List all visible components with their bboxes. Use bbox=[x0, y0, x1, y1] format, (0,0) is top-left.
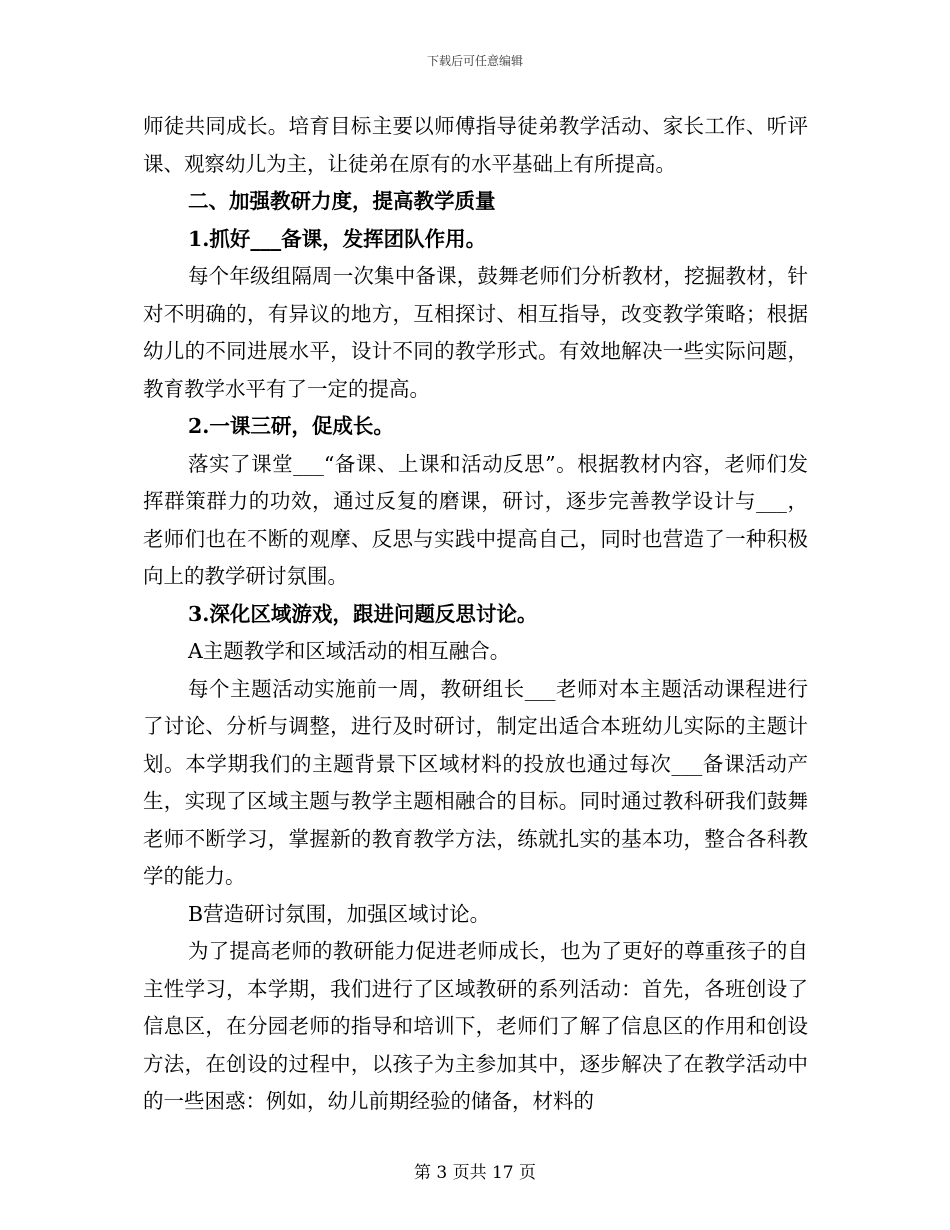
paragraph: 每个年级组隔周一次集中备课，鼓舞老师们分析教材，挖掘教材，针对不明确的，有异议的地方，互相探讨、相互指导，改变教学策略；根据幼儿的不同进展水平，设计不同的教学形式。有效地解决一些实际问题，教育教学水平有了一定的提高。 bbox=[143, 264, 808, 401]
subsection-heading: 2.一课三研，促成长。 bbox=[188, 414, 394, 438]
subsection-heading: 1.抓好___备课，发挥团队作用。 bbox=[188, 226, 487, 251]
subsection-heading: 3.深化区域游戏，跟进问题反思讨论。 bbox=[188, 601, 538, 626]
paragraph: 落实了课堂___“备课、上课和活动反思”。根据教材内容，老师们发挥群策群力的功效，通过反复的磨课，研讨，逐步完善教学设计与___，老师们也在不断的观摩、反思与实践中提高自己，同时也营造了一种积极向上的教学研讨氛围。 bbox=[143, 451, 808, 588]
paragraph: 为了提高老师的教研能力促进老师成长，也为了更好的尊重孩子的自主性学习，本学期，我们进行了区域教研的系列活动：首先，各班创设了信息区，在分园老师的指导和培训下，老师们了解了信息区的作用和创设方法，在创设的过程中，以孩子为主参加其中，逐步解决了在教学活动中的一些困惑：例如，幼儿前期经验的储备，材料的 bbox=[143, 939, 808, 1113]
paragraph: 每个主题活动实施前一周，教研组长___老师对本主题活动课程进行了讨论、分析与调整，进行及时研讨，制定出适合本班幼儿实际的主题计划。本学期我们的主题背景下区域材料的投放也通过每次___备课活动产生，实现了区域主题与教学主题相融合的目标。同时通过教科研我们鼓舞老师不断学习，掌握新的教育教学方法，练就扎实的基本功，整合各科教学的能力。 bbox=[143, 676, 808, 888]
section-heading: 二、加强教研力度，提高教学质量 bbox=[188, 189, 496, 213]
header-note: 下载后可任意编辑 bbox=[426, 54, 523, 68]
page-number: 第 3 页共 17 页 bbox=[413, 1163, 537, 1183]
item-heading: B营造研讨氛围，加强区域讨论。 bbox=[188, 901, 491, 926]
paragraph: 师徒共同成长。培育目标主要以师傅指导徒弟教学活动、家长工作、听评课、观察幼儿为主，让徒弟在原有的水平基础上有所提高。 bbox=[143, 114, 808, 176]
item-heading: A主题教学和区域活动的相互融合。 bbox=[188, 639, 511, 663]
document-body bbox=[143, 108, 808, 1121]
